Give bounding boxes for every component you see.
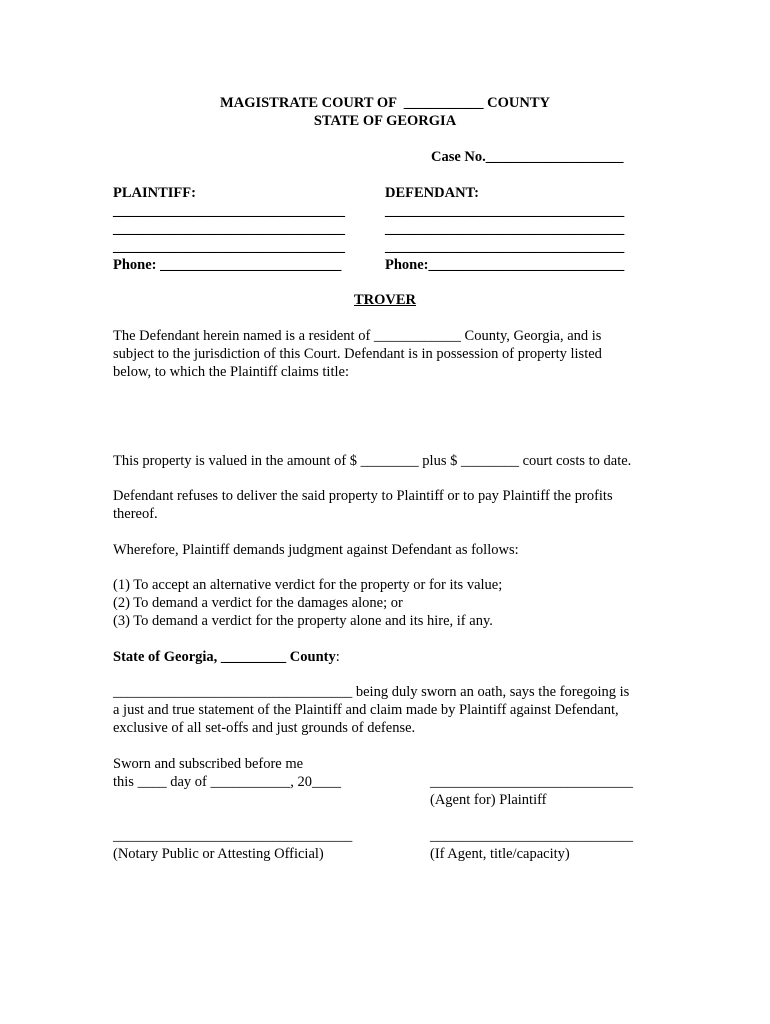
state-county-colon: : — [335, 649, 340, 665]
paragraph-1-line-3: below, to which the Plaintiff claims title: — [113, 364, 349, 380]
defendant-line-2: _________________________________ — [385, 221, 625, 237]
state-heading: STATE OF GEORGIA — [313, 113, 457, 129]
notary-signature-line: _________________________________ — [113, 828, 353, 844]
list-item: (2) To demand a verdict for the damages alone; or — [113, 595, 403, 611]
agent-label: (Agent for) Plaintiff — [430, 792, 547, 808]
plaintiff-line-2: ________________________________ — [113, 221, 345, 237]
plaintiff-line-1: ________________________________ — [113, 203, 345, 219]
sworn-line: Sworn and subscribed before me — [113, 756, 304, 772]
defendant-phone: Phone:___________________________ — [385, 257, 625, 273]
paragraph-3-line-1: Defendant refuses to deliver the said property to Plaintiff or to pay Plaintiff the profits — [113, 488, 613, 504]
plaintiff-line-3: ________________________________ — [113, 239, 345, 255]
defendant-line-3: _________________________________ — [385, 239, 625, 255]
paragraph-1-line-1: The Defendant herein named is a resident of ____________ County, Georgia, and is — [113, 328, 602, 344]
case-number: Case No.___________________ — [431, 149, 624, 165]
court-heading: MAGISTRATE COURT OF ___________ COUNTY — [220, 95, 550, 111]
property-value-line: This property is valued in the amount of $ ________ plus $ ________ court costs to date. — [113, 453, 632, 469]
list-item: (3) To demand a verdict for the property alone and its hire, if any. — [113, 613, 493, 629]
notary-label: (Notary Public or Attesting Official) — [113, 846, 324, 862]
agent-signature-line: ____________________________ — [430, 774, 633, 790]
paragraph-1-line-2: subject to the jurisdiction of this Court. Defendant is in possession of property listed — [113, 346, 602, 362]
paragraph-3-line-2: thereof. — [113, 506, 158, 522]
document-title: TROVER — [353, 292, 417, 308]
oath-line-1: _________________________________ being duly sworn an oath, says the foregoing is — [113, 684, 630, 700]
plaintiff-label: PLAINTIFF: — [113, 185, 196, 201]
plaintiff-phone: Phone: _________________________ — [113, 257, 342, 273]
list-item: (1) To accept an alternative verdict for the property or for its value; — [113, 577, 503, 593]
date-line: this ____ day of ___________, 20____ — [113, 774, 341, 790]
state-county-line — [113, 648, 340, 666]
defendant-line-1: _________________________________ — [385, 203, 625, 219]
wherefore-line: Wherefore, Plaintiff demands judgment against Defendant as follows: — [113, 542, 519, 558]
oath-line-3: exclusive of all set-offs and just grounds of defense. — [113, 720, 416, 736]
state-county-label: State of Georgia, _________ County — [113, 649, 336, 665]
oath-line-2: a just and true statement of the Plaintiff and claim made by Plaintiff against Defendant, — [113, 702, 619, 718]
defendant-label: DEFENDANT: — [385, 185, 479, 201]
title-capacity-label: (If Agent, title/capacity) — [430, 846, 570, 862]
title-signature-line: ____________________________ — [430, 828, 633, 844]
